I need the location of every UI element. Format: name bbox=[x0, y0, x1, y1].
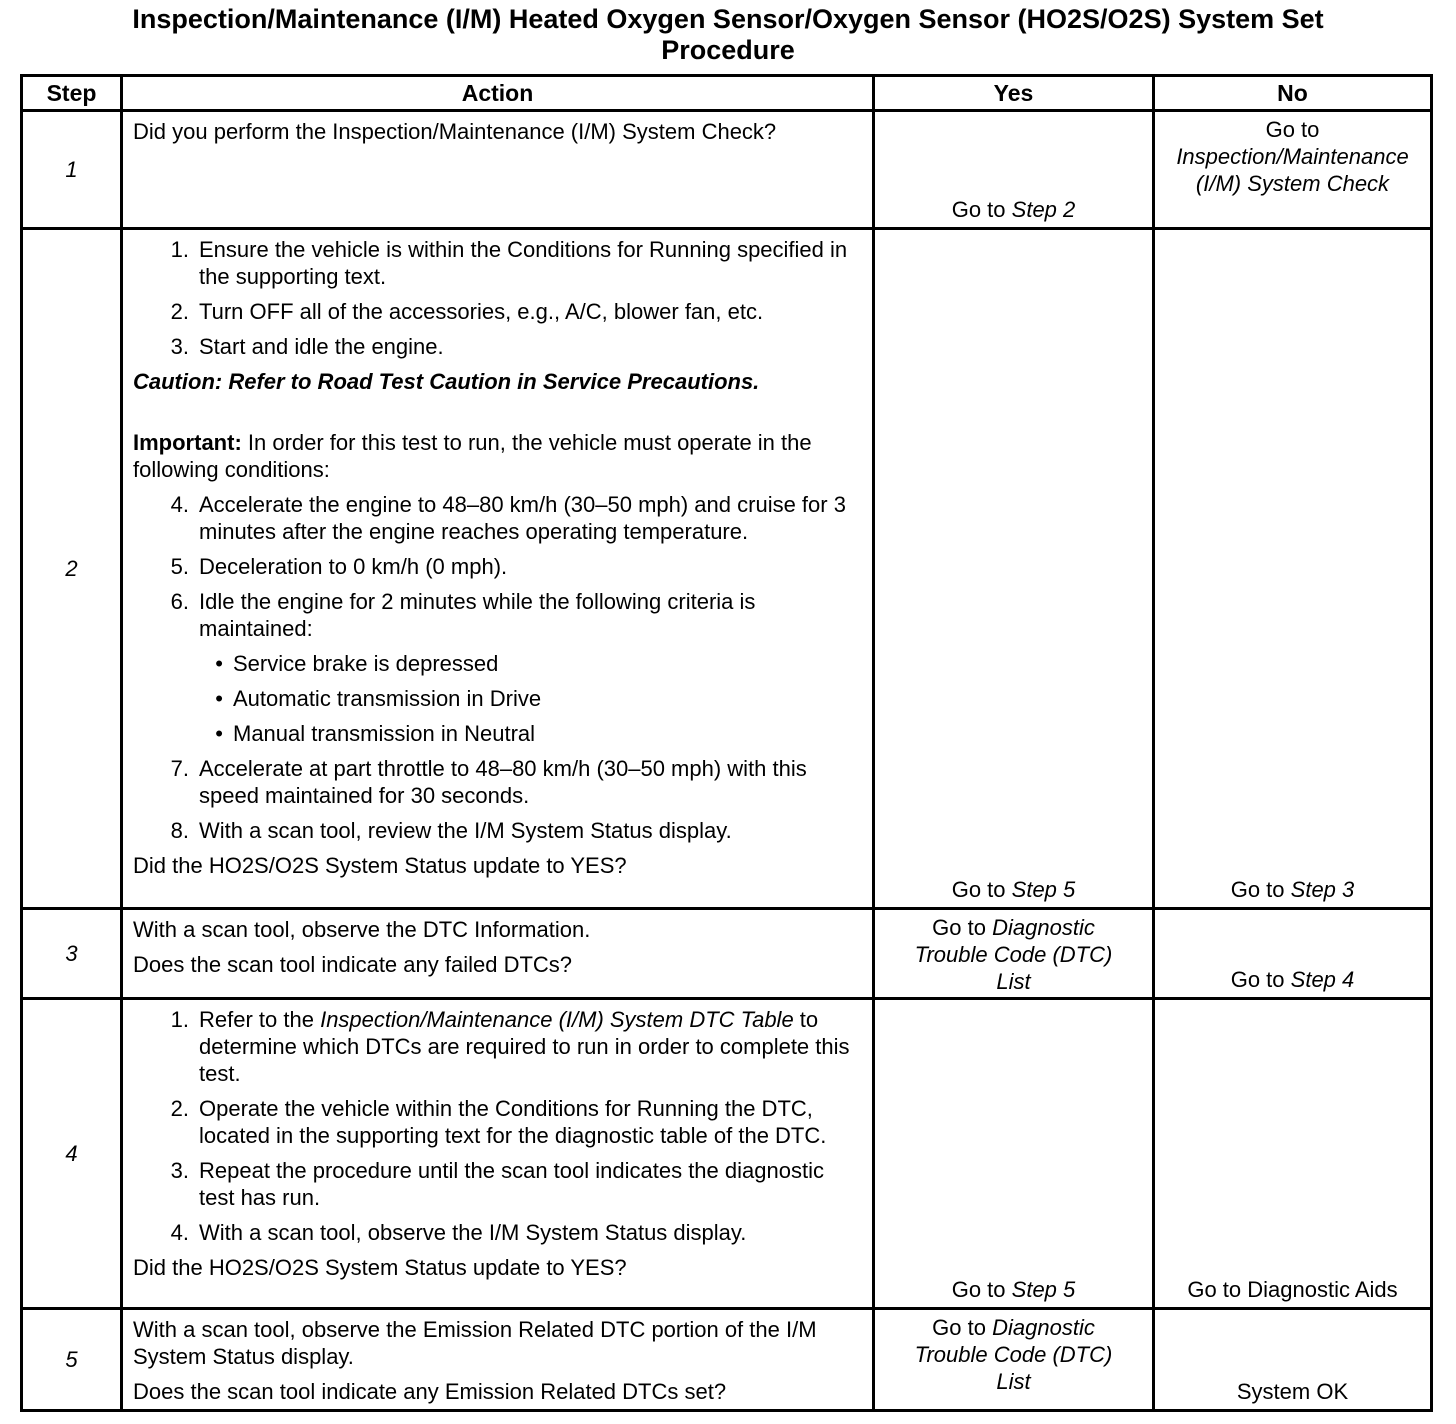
bullet-icon: • bbox=[215, 686, 223, 711]
yes-cell bbox=[874, 229, 1154, 909]
step-number: 1 bbox=[22, 111, 122, 229]
bullet-item: • Manual transmission in Neutral bbox=[133, 720, 862, 747]
caution-note: Caution: Refer to Road Test Caution in Service Precautions. bbox=[133, 369, 760, 394]
step-number: 2 bbox=[22, 229, 122, 909]
procedure-table bbox=[20, 74, 1433, 1412]
criteria-bullets bbox=[133, 650, 862, 747]
action-cell bbox=[122, 1309, 874, 1411]
instruction-text: With a scan tool, observe the Emission Related DTC portion of the I/M System Status display. bbox=[133, 1317, 817, 1369]
bullet-item: • Service brake is depressed bbox=[133, 650, 862, 677]
list-item: 7. Accelerate at part throttle to 48–80 km/h (30–50 mph) with this speed maintained for 30 seconds. bbox=[170, 756, 807, 808]
no-cell bbox=[1154, 111, 1432, 229]
no-link-im-system-check[interactable]: Inspection/Maintenance (I/M) System Check bbox=[1176, 144, 1409, 196]
no-link-step-4[interactable]: Step 4 bbox=[1290, 967, 1355, 992]
question-text: Did the HO2S/O2S System Status update to YES? bbox=[133, 853, 627, 878]
no-cell bbox=[1154, 909, 1432, 999]
header-action: Action bbox=[122, 76, 874, 111]
yes-link-step-5[interactable]: Step 5 bbox=[1011, 1277, 1076, 1302]
no-prefix: Go to bbox=[1230, 877, 1285, 902]
question-text: Does the scan tool indicate any failed DTCs? bbox=[133, 952, 573, 977]
no-cell bbox=[1154, 1309, 1432, 1411]
list-item: 1. Refer to the Inspection/Maintenance (I/M) System DTC Table to determine which DTCs are required to run in order to complete this test. bbox=[170, 1007, 850, 1086]
yes-cell bbox=[874, 999, 1154, 1309]
list-item: 8. With a scan tool, review the I/M System Status display. bbox=[170, 818, 732, 843]
header-yes: Yes bbox=[874, 76, 1154, 111]
list-item: 3. Repeat the procedure until the scan tool indicates the diagnostic test has run. bbox=[170, 1158, 824, 1210]
no-prefix: Go to bbox=[1265, 117, 1320, 142]
yes-prefix: Go to bbox=[932, 1315, 986, 1340]
title-line-2: Procedure bbox=[661, 35, 795, 65]
result-system-ok: System OK bbox=[1236, 1379, 1349, 1404]
yes-cell bbox=[874, 1309, 1154, 1411]
no-cell bbox=[1154, 229, 1432, 909]
list-item: 5. Deceleration to 0 km/h (0 mph). bbox=[170, 554, 508, 579]
step-list-b bbox=[133, 491, 862, 642]
list-item: 4. With a scan tool, observe the I/M System Status display. bbox=[170, 1220, 747, 1245]
table-row bbox=[22, 909, 1432, 999]
header-no: No bbox=[1154, 76, 1432, 111]
table-row bbox=[22, 229, 1432, 909]
yes-cell bbox=[874, 111, 1154, 229]
step-number: 5 bbox=[22, 1309, 122, 1411]
yes-cell bbox=[874, 909, 1154, 999]
table-row bbox=[22, 999, 1432, 1309]
step-list-a bbox=[133, 236, 862, 360]
action-cell bbox=[122, 229, 874, 909]
question-text: Does the scan tool indicate any Emission Related DTCs set? bbox=[133, 1379, 727, 1404]
yes-prefix: Go to bbox=[951, 197, 1006, 222]
step-list-c bbox=[133, 755, 862, 844]
table-row bbox=[22, 1309, 1432, 1411]
action-cell bbox=[122, 999, 874, 1309]
action-cell bbox=[122, 909, 874, 999]
step-number: 3 bbox=[22, 909, 122, 999]
list-item: 6. Idle the engine for 2 minutes while the following criteria is maintained: bbox=[170, 589, 756, 641]
bullet-icon: • bbox=[215, 651, 223, 676]
list-item: 2. Operate the vehicle within the Conditions for Running the DTC, located in the supporting text for the diagnostic table of the DTC. bbox=[170, 1096, 827, 1148]
list-item: 2. Turn OFF all of the accessories, e.g., A/C, blower fan, etc. bbox=[170, 299, 764, 324]
document-title bbox=[0, 4, 1456, 66]
title-line-1: Inspection/Maintenance (I/M) Heated Oxygen Sensor/Oxygen Sensor (HO2S/O2S) System Set bbox=[132, 4, 1324, 34]
yes-prefix: Go to bbox=[951, 877, 1006, 902]
yes-link-dtc-list[interactable]: Diagnostic Trouble Code (DTC) List bbox=[914, 1315, 1113, 1394]
list-item: 4. Accelerate the engine to 48–80 km/h (30–50 mph) and cruise for 3 minutes after the engine reaches operating temperature. bbox=[170, 492, 846, 544]
yes-link-step-5[interactable]: Step 5 bbox=[1011, 877, 1076, 902]
step-list bbox=[133, 1006, 862, 1246]
header-step: Step bbox=[22, 76, 122, 111]
no-link-step-3[interactable]: Step 3 bbox=[1290, 877, 1355, 902]
no-cell bbox=[1154, 999, 1432, 1309]
yes-link-dtc-list[interactable]: Diagnostic Trouble Code (DTC) List bbox=[914, 915, 1113, 994]
no-link-diagnostic-aids[interactable]: Go to Diagnostic Aids bbox=[1187, 1277, 1398, 1302]
bullet-icon: • bbox=[215, 721, 223, 746]
bullet-item: • Automatic transmission in Drive bbox=[133, 685, 862, 712]
question-text: Did the HO2S/O2S System Status update to YES? bbox=[133, 1255, 627, 1280]
instruction-text: With a scan tool, observe the DTC Information. bbox=[133, 917, 591, 942]
table-row bbox=[22, 111, 1432, 229]
step-number: 4 bbox=[22, 999, 122, 1309]
list-item: 1. Ensure the vehicle is within the Conditions for Running specified in the supporting text. bbox=[170, 237, 848, 289]
header-row bbox=[22, 76, 1432, 111]
action-cell bbox=[122, 111, 874, 229]
important-note: Important: In order for this test to run, the vehicle must operate in the following conditions: bbox=[133, 430, 812, 482]
yes-prefix: Go to bbox=[932, 915, 986, 940]
no-prefix: Go to bbox=[1230, 967, 1285, 992]
list-item: 3. Start and idle the engine. bbox=[170, 334, 444, 359]
yes-prefix: Go to bbox=[951, 1277, 1006, 1302]
yes-link-step-2[interactable]: Step 2 bbox=[1011, 197, 1076, 222]
im-system-dtc-table-link[interactable]: Inspection/Maintenance (I/M) System DTC Table bbox=[320, 1007, 794, 1032]
question-text: Did you perform the Inspection/Maintenance (I/M) System Check? bbox=[133, 119, 777, 144]
